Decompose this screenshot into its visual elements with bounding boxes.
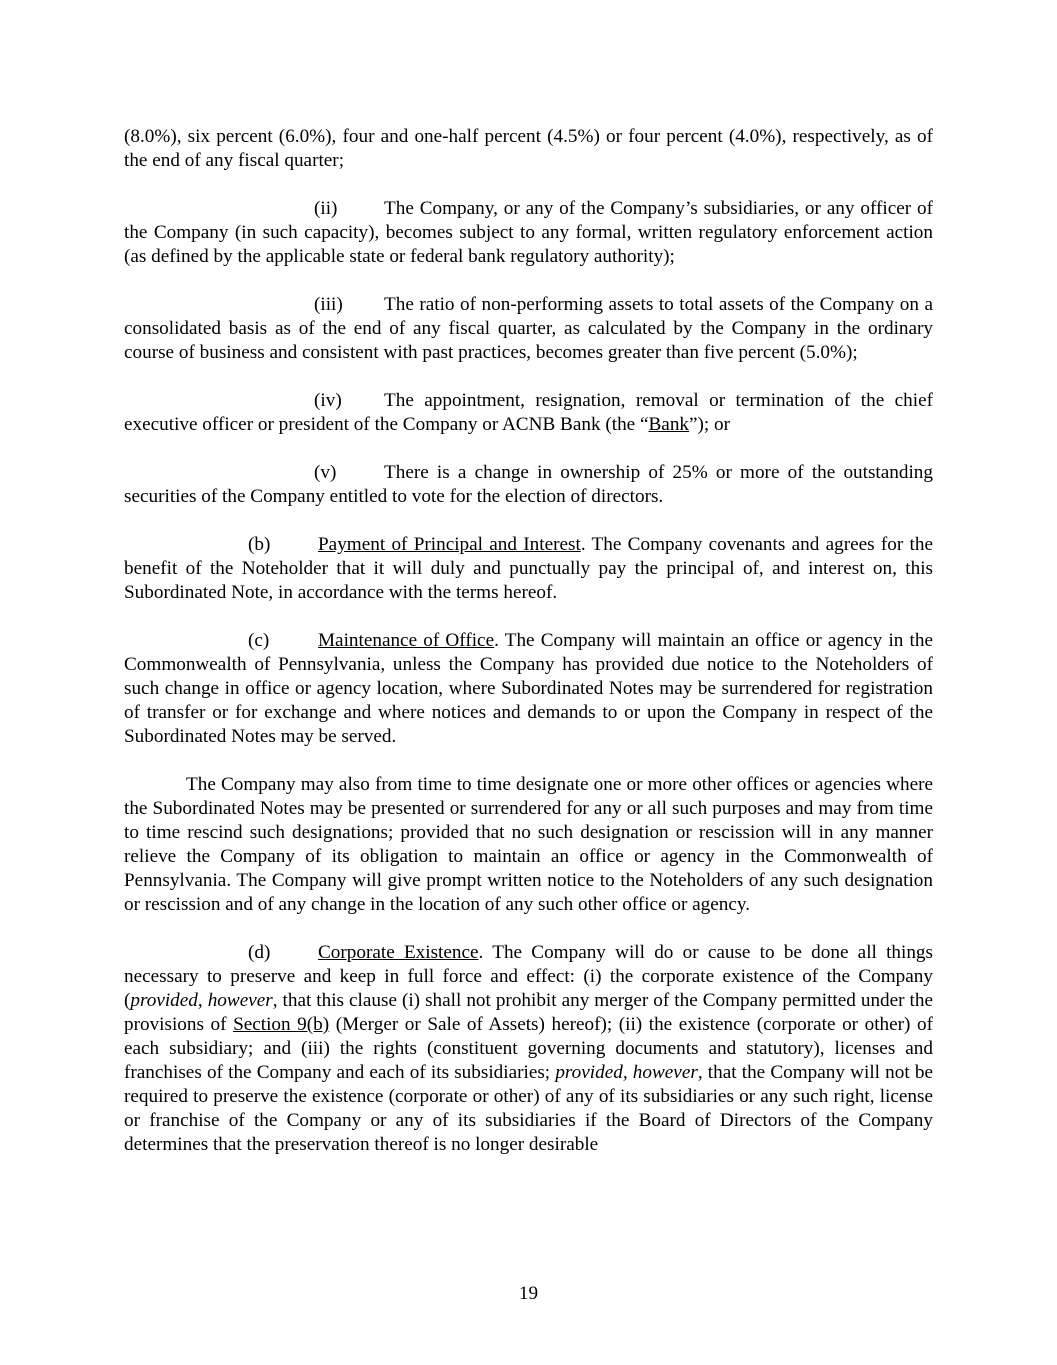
clause-iii-text: The ratio of non-performing assets to total assets of the Company on a consolidated basis as of the end of any fiscal quarter, as calculated by the Company in the ordinary course of business and consistent with past practices, becomes greater than five percent (5.0%); (124, 294, 933, 363)
defined-term-bank: Bank (648, 414, 690, 435)
clause-v-marker: (v) (314, 462, 337, 483)
section-c-marker: (c) (248, 630, 270, 651)
continuation-paragraph: (8.0%), six percent (6.0%), four and one-half percent (4.5%) or four percent (4.0%), respectively, as of the end of any fiscal quarter; (124, 126, 933, 171)
section-b-heading: Payment of Principal and Interest (318, 534, 581, 555)
section-b-paragraph (124, 533, 933, 605)
page-number: 19 (518, 1283, 539, 1304)
document-page (124, 125, 933, 1157)
section-d-italic-provided-however: provided, however (555, 1062, 698, 1083)
clause-ii-paragraph (124, 197, 933, 269)
clause-iv-text-end: ”); or (689, 414, 731, 435)
section-d-italic-provided: provided (130, 990, 198, 1011)
section-c-continuation-paragraph: The Company may also from time to time designate one or more other offices or agencies where the Subordinated Notes may be presented or surrendered for any or all such purposes and may from time to time rescind such designations; provided that no such designation or rescission will in any manner relieve the Company of its obligation to maintain an office or agency in the Commonwealth of Pennsylvania. The Company will give prompt written notice to the Noteholders of any such designation or rescission and of any change in the location of any such other office or agency. (124, 774, 933, 915)
section-d-italic-however: however (207, 990, 273, 1011)
section-b-text: . The Company covenants and agrees for the benefit of the Noteholder that it will duly and punctually pay the principal of, and interest on, this Subordinated Note, in accordance with the terms hereof. (124, 534, 933, 603)
section-c-text: . The Company will maintain an office or agency in the Commonwealth of Pennsylvania, unless the Company has provided due notice to the Noteholders of such change in office or agency location, where Subordinated Notes may be surrendered for registration of transfer or for exchange and where notices and demands to or upon the Company in respect of the Subordinated Notes may be served. (124, 630, 933, 747)
section-d-text-5: , that the Company will not be required to preserve the existence (corporate or other) of any of its subsidiaries or any such right, license or franchise of the Company or any of its subsidiaries if the Board of Directors of the Company determines that the preservation thereof is no longer desirable (124, 1062, 933, 1155)
clause-iv-marker: (iv) (314, 390, 342, 411)
clause-iv-text: The appointment, resignation, removal or termination of the chief executive officer or president of the Company or ACNB Bank (the “ (124, 390, 933, 435)
section-b-marker: (b) (248, 534, 271, 555)
clause-v-paragraph (124, 461, 933, 509)
section-c-paragraph (124, 629, 933, 749)
clause-iii-marker: (iii) (314, 294, 343, 315)
section-d-paragraph (124, 941, 933, 1157)
clause-iii-paragraph (124, 293, 933, 365)
clause-v-text: There is a change in ownership of 25% or more of the outstanding securities of the Company entitled to vote for the election of directors. (124, 462, 933, 507)
section-d-heading: Corporate Existence (318, 942, 479, 963)
section-d-text-3: , that this clause (i) shall not prohibit any merger of the Company permitted under the provisions of (124, 990, 933, 1035)
section-d-text-1: . The Company will do or cause to be done all things necessary to preserve and keep in full force and effect: (i) the corporate existence of the Company ( (124, 942, 933, 1011)
clause-ii-marker: (ii) (314, 198, 338, 219)
section-9b-reference: Section 9(b) (233, 1014, 330, 1035)
section-d-text-4: (Merger or Sale of Assets) hereof); (ii) the existence (corporate or other) of each subsidiary; and (iii) the rights (constituent governing documents and statutory), licenses and franchises of the Company and each of its subsidiaries; (124, 1014, 933, 1083)
section-c-heading: Maintenance of Office (318, 630, 495, 651)
clause-iv-paragraph (124, 389, 933, 437)
clause-ii-text: The Company, or any of the Company’s subsidiaries, or any officer of the Company (in such capacity), becomes subject to any formal, written regulatory enforcement action (as defined by the applicable state or federal bank regulatory authority); (124, 198, 933, 267)
section-d-text-2: , (197, 990, 208, 1011)
section-d-marker: (d) (248, 942, 271, 963)
